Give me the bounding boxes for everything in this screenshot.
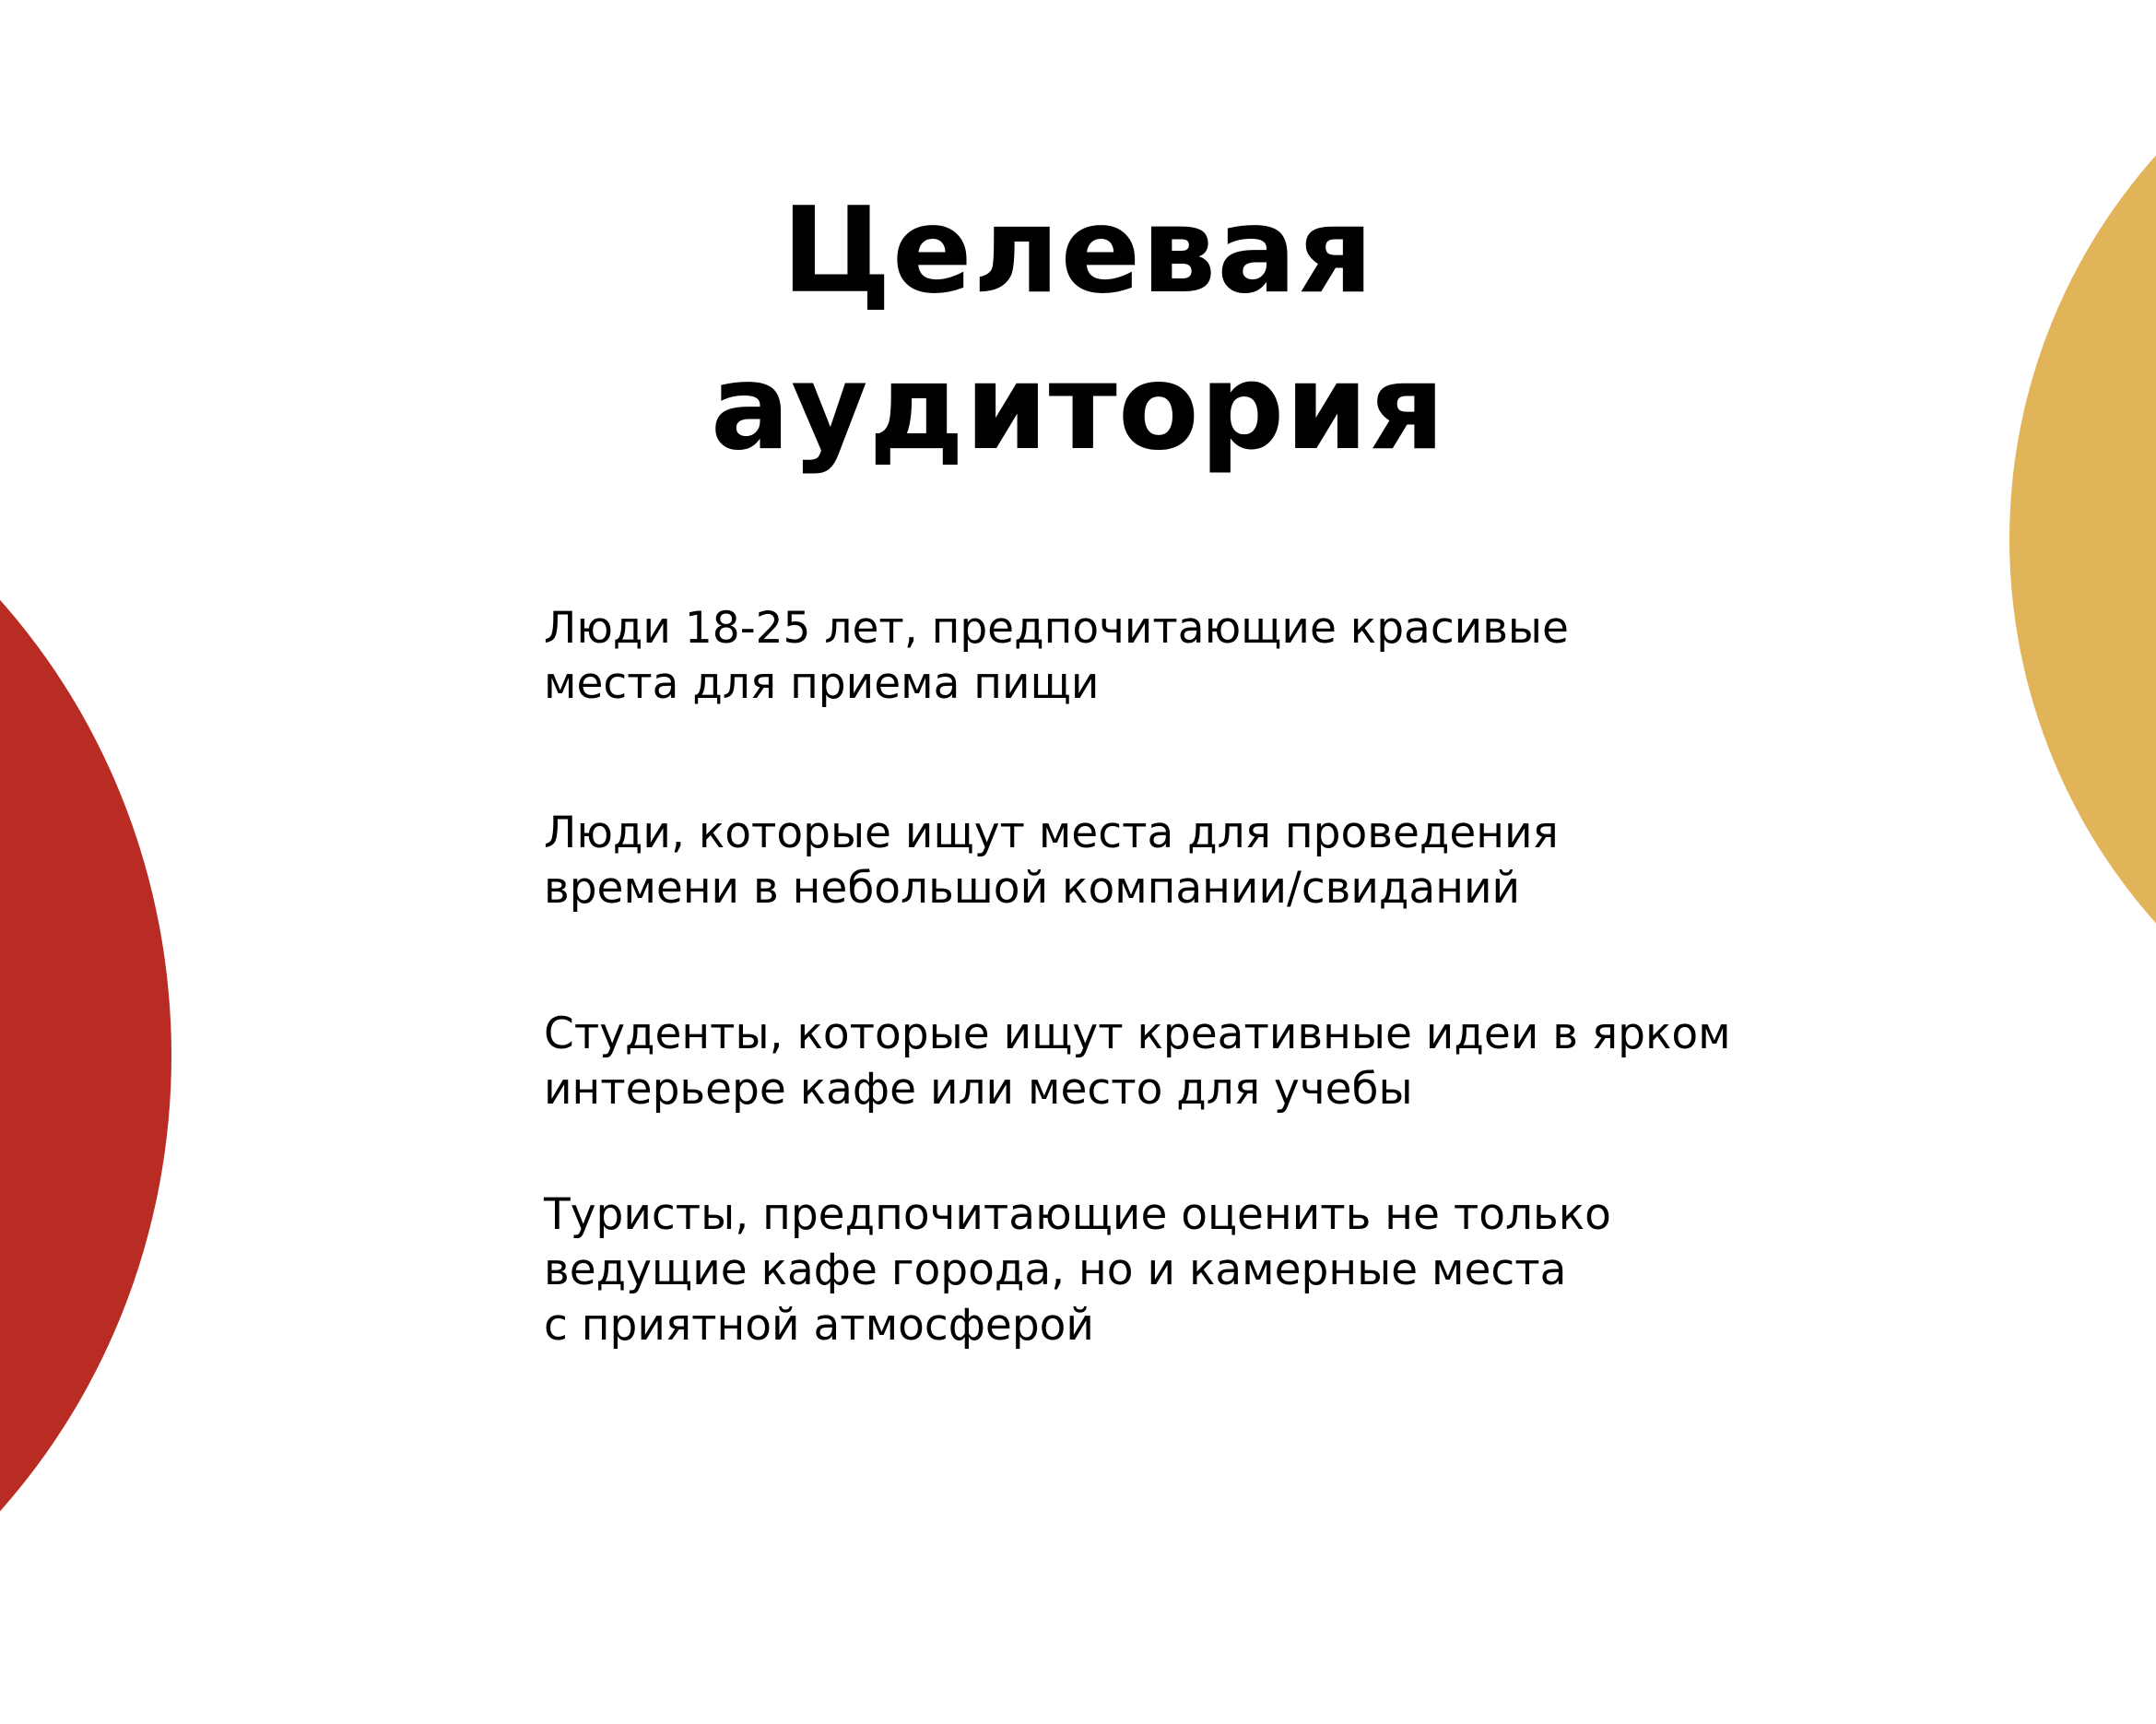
slide-title-line-2: аудитория — [710, 339, 1446, 477]
yellow-circle-decoration — [2009, 0, 2156, 1116]
slide-title — [0, 173, 2156, 487]
red-circle-decoration — [0, 387, 171, 1724]
slide-title-line-1: Целевая — [782, 183, 1374, 320]
audience-item-young-people: Люди 18-25 лет, предпочитающие красивые места для приема пищи — [544, 603, 1569, 709]
audience-item-small-groups: Люди, которые ищут места для проведения времени в небольшой компании/свиданий — [544, 808, 1559, 914]
audience-item-students: Студенты, которые ищут креативные идеи в ярком интерьере кафе или место для учебы — [544, 1009, 1731, 1115]
audience-item-tourists: Туристы, предпочитающие оценить не только ведущие кафе города, но и камерные места с приятной атмосферой — [544, 1189, 1611, 1351]
